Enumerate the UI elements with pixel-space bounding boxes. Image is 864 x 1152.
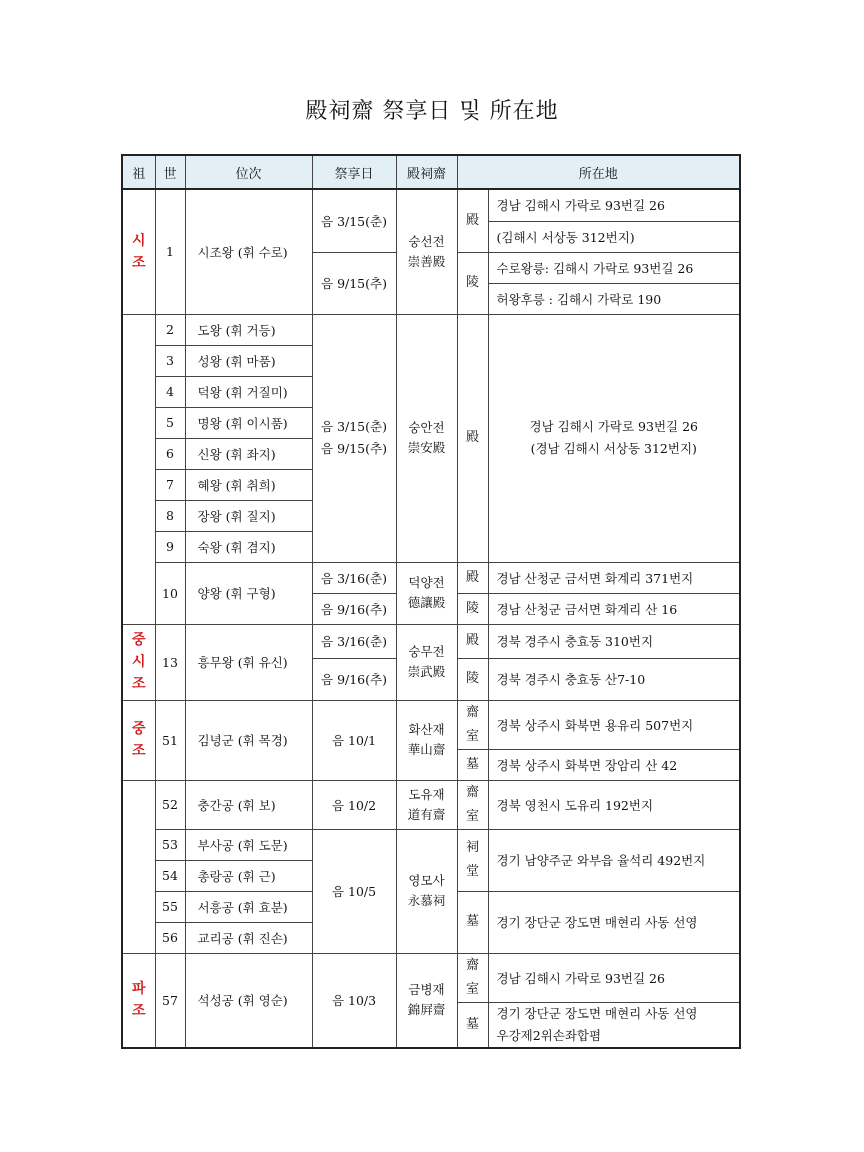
name-cell: 서흥공 (휘 효분) xyxy=(185,891,312,922)
date-cell: 음 3/16(춘) xyxy=(312,562,396,593)
location-cell: 경기 장단군 장도면 매현리 사동 선영 우강제2위손좌합폄 xyxy=(488,1002,740,1048)
header-shrine: 殿祠齋 xyxy=(396,155,457,189)
location-cell: 경북 경주시 충효동 산7-10 xyxy=(488,658,740,700)
name-cell: 혜왕 (휘 취희) xyxy=(185,469,312,500)
location-cell: 경남 산청군 금서면 화계리 371번지 xyxy=(488,562,740,593)
table-row xyxy=(122,189,740,221)
class-cell: 중 조 xyxy=(122,700,155,780)
header-date: 祭享日 xyxy=(312,155,396,189)
date-cell: 음 3/15(춘) xyxy=(312,189,396,252)
header-wicha: 位次 xyxy=(185,155,312,189)
shrine-cell: 도유재 道有齋 xyxy=(396,780,457,829)
name-cell: 충간공 (휘 보) xyxy=(185,780,312,829)
date-cell: 음 10/1 xyxy=(312,700,396,780)
generation-cell: 7 xyxy=(155,469,185,500)
shrine-cell: 숭무전 崇武殿 xyxy=(396,624,457,700)
class-cell: 파 조 xyxy=(122,953,155,1048)
table-row xyxy=(122,953,740,1002)
generation-cell: 57 xyxy=(155,953,185,1048)
name-cell: 부사공 (휘 도문) xyxy=(185,829,312,860)
location-cell: 경남 김해시 가락로 93번길 26 xyxy=(488,189,740,221)
type-cell: 殿 xyxy=(457,314,488,562)
table-row xyxy=(122,700,740,749)
date-cell: 음 10/3 xyxy=(312,953,396,1048)
name-cell: 양왕 (휘 구형) xyxy=(185,562,312,624)
location-cell: 경기 남양주군 와부읍 율석리 492번지 xyxy=(488,829,740,891)
table-row xyxy=(122,314,740,345)
table-row xyxy=(122,562,740,593)
type-cell: 齋 室 xyxy=(457,700,488,749)
type-cell: 祠 堂 xyxy=(457,829,488,891)
name-cell: 명왕 (휘 이시품) xyxy=(185,407,312,438)
shrine-cell: 덕양전 德讓殿 xyxy=(396,562,457,624)
generation-cell: 52 xyxy=(155,780,185,829)
generation-cell: 4 xyxy=(155,376,185,407)
shrine-cell: 숭선전 崇善殿 xyxy=(396,189,457,314)
name-cell: 신왕 (휘 좌지) xyxy=(185,438,312,469)
location-cell: 경북 영천시 도유리 192번지 xyxy=(488,780,740,829)
date-cell: 음 3/16(춘) xyxy=(312,624,396,658)
generation-cell: 10 xyxy=(155,562,185,624)
date-cell: 음 9/16(추) xyxy=(312,658,396,700)
class-cell xyxy=(122,314,155,624)
name-cell: 교리공 (휘 진손) xyxy=(185,922,312,953)
type-cell: 齋 室 xyxy=(457,953,488,1002)
name-cell: 장왕 (휘 질지) xyxy=(185,500,312,531)
name-cell: 성왕 (휘 마품) xyxy=(185,345,312,376)
type-cell: 墓 xyxy=(457,1002,488,1048)
name-cell: 흥무왕 (휘 유신) xyxy=(185,624,312,700)
name-cell: 도왕 (휘 거등) xyxy=(185,314,312,345)
type-cell: 陵 xyxy=(457,658,488,700)
name-cell: 숙왕 (휘 겸지) xyxy=(185,531,312,562)
generation-cell: 55 xyxy=(155,891,185,922)
generation-cell: 3 xyxy=(155,345,185,376)
type-cell: 齋 室 xyxy=(457,780,488,829)
location-cell: 경북 상주시 화북면 용유리 507번지 xyxy=(488,700,740,749)
table-row xyxy=(122,829,740,860)
header-row xyxy=(122,155,740,189)
location-cell: 경남 김해시 가락로 93번길 26 xyxy=(488,953,740,1002)
generation-cell: 56 xyxy=(155,922,185,953)
location-cell: 경기 장단군 장도면 매현리 사동 선영 xyxy=(488,891,740,953)
shrine-cell: 금병재 錦屛齋 xyxy=(396,953,457,1048)
class-cell: 시 조 xyxy=(122,189,155,314)
generation-cell: 8 xyxy=(155,500,185,531)
date-cell: 음 10/2 xyxy=(312,780,396,829)
generation-cell: 54 xyxy=(155,860,185,891)
location-cell: 경남 김해시 가락로 93번길 26 (경남 김해시 서상동 312번지) xyxy=(488,314,740,562)
type-cell: 陵 xyxy=(457,252,488,314)
name-cell: 총랑공 (휘 근) xyxy=(185,860,312,891)
shrine-cell: 영모사 永慕祠 xyxy=(396,829,457,953)
class-cell xyxy=(122,780,155,953)
name-cell: 시조왕 (휘 수로) xyxy=(185,189,312,314)
generation-cell: 6 xyxy=(155,438,185,469)
date-cell: 음 10/5 xyxy=(312,829,396,953)
shrine-cell: 숭안전 崇安殿 xyxy=(396,314,457,562)
generation-cell: 9 xyxy=(155,531,185,562)
generation-cell: 5 xyxy=(155,407,185,438)
generation-cell: 53 xyxy=(155,829,185,860)
generation-cell: 1 xyxy=(155,189,185,314)
location-cell: 경남 산청군 금서면 화계리 산 16 xyxy=(488,593,740,624)
shrine-table xyxy=(121,154,741,1049)
location-cell: (김해시 서상동 312번지) xyxy=(488,221,740,252)
shrine-cell: 화산재 華山齋 xyxy=(396,700,457,780)
type-cell: 墓 xyxy=(457,891,488,953)
type-cell: 陵 xyxy=(457,593,488,624)
location-cell: 경북 경주시 충효동 310번지 xyxy=(488,624,740,658)
name-cell: 덕왕 (휘 거질미) xyxy=(185,376,312,407)
type-cell: 殿 xyxy=(457,624,488,658)
date-cell: 음 3/15(춘) 음 9/15(추) xyxy=(312,314,396,562)
name-cell: 김녕군 (휘 목경) xyxy=(185,700,312,780)
name-cell: 석성공 (휘 영순) xyxy=(185,953,312,1048)
location-cell: 경북 상주시 화북면 장암리 산 42 xyxy=(488,749,740,780)
location-cell: 수로왕릉: 김해시 가락로 93번길 26 xyxy=(488,252,740,283)
date-cell: 음 9/16(추) xyxy=(312,593,396,624)
generation-cell: 51 xyxy=(155,700,185,780)
header-location: 所在地 xyxy=(457,155,740,189)
header-jo: 祖 xyxy=(122,155,155,189)
type-cell: 殿 xyxy=(457,189,488,252)
type-cell: 墓 xyxy=(457,749,488,780)
date-cell: 음 9/15(추) xyxy=(312,252,396,314)
table-row xyxy=(122,780,740,829)
class-cell: 중 시 조 xyxy=(122,624,155,700)
type-cell: 殿 xyxy=(457,562,488,593)
table-row xyxy=(122,624,740,658)
generation-cell: 13 xyxy=(155,624,185,700)
location-cell: 허왕후릉 : 김해시 가락로 190 xyxy=(488,283,740,314)
header-se: 世 xyxy=(155,155,185,189)
generation-cell: 2 xyxy=(155,314,185,345)
page-title: 殿祠齋 祭享日 및 所在地 xyxy=(305,99,559,124)
